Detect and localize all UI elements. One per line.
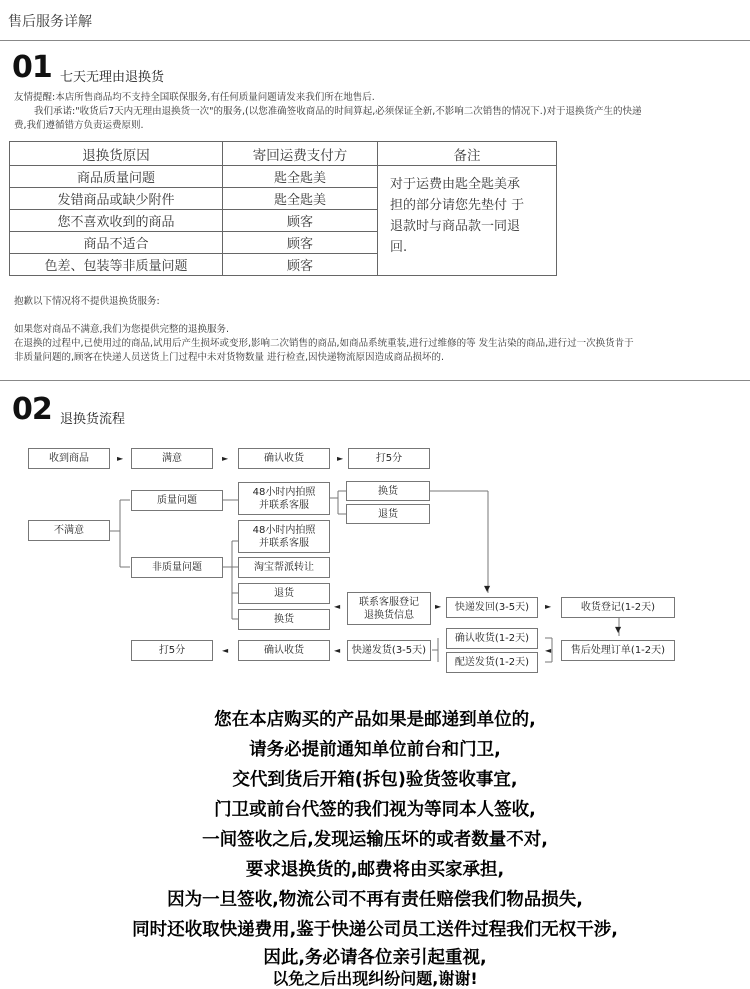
bottom-text-line: 要求退换货的,邮费将由买家承担,	[245, 860, 505, 880]
table-cell-reason: 色差、包装等非质量问题	[10, 254, 223, 276]
arrow-down-icon: ▼	[484, 584, 491, 593]
section-1-title: 七天无理由退换货	[60, 70, 165, 85]
flow-received: 收到商品	[28, 448, 110, 469]
flow-photo-contact-1: 48小时内拍照 并联系客服	[238, 482, 330, 515]
bottom-text-line: 因为一旦签收,物流公司不再有责任赔偿我们物品损失,	[167, 890, 583, 910]
bottom-text-line: 请务必提前通知单位前台和门卫,	[249, 740, 501, 760]
bottom-text-line: 一间签收之后,发现运输压坏的或者数量不对,	[202, 830, 548, 850]
flow-receive-register: 收货登记(1-2天)	[561, 597, 675, 618]
notice-line-2: 我们承诺:"收货后7天内无理由退换货一次"的服务,(以您准确签收商品的时间算起,必须保证全新,不影响二次销售的情况下.)对于退换货产生的快递	[34, 106, 642, 117]
flow-exchange-2: 换货	[238, 609, 330, 630]
flow-photo-contact-2: 48小时内拍照 并联系客服	[238, 520, 330, 553]
flow-rate-5-1: 打5分	[348, 448, 430, 469]
arrow-left-icon: ◄	[334, 602, 341, 611]
arrow-left-icon: ◄	[334, 646, 341, 655]
arrow-left-icon: ◄	[222, 646, 229, 655]
bottom-text-line: 交代到货后开箱(拆包)验货签收事宜,	[232, 770, 518, 790]
section-2-title: 退换货流程	[60, 412, 126, 427]
flow-dispatch-ship: 配送发货(1-2天)	[446, 652, 538, 673]
note-line: 退款时与商品款一同退	[390, 219, 521, 234]
bottom-text-line: 门卫或前台代签的我们视为等同本人签收,	[214, 800, 536, 820]
arrow-right-icon: ►	[435, 602, 442, 611]
flow-non-quality-issue: 非质量问题	[131, 557, 223, 578]
exclusion-title: 抱歉以下情况将不提供退换货服务:	[14, 296, 160, 307]
flow-refund-2: 退货	[238, 583, 330, 604]
flow-taobao-transfer: 淘宝帮派转让	[238, 557, 330, 578]
note-line: 对于运费由匙全匙美承	[390, 177, 521, 192]
exclusion-line-2: 在退换的过程中,已使用过的商品,试用后产生损坏或变形,影响二次销售的商品,如商品系统重装,进行过维修的等 发生沾染的商品,进行过一次换货肯于	[14, 338, 634, 349]
table-cell-payer: 匙全匙美	[223, 188, 378, 210]
table-cell-reason: 商品质量问题	[10, 166, 223, 188]
bottom-text-line: 您在本店购买的产品如果是邮递到单位的,	[214, 710, 536, 730]
arrow-right-icon: ►	[117, 454, 124, 463]
note-line: 担的部分请您先垫付 于	[390, 198, 525, 213]
table-cell-payer: 匙全匙美	[223, 166, 378, 188]
table-cell-reason: 发错商品或缺少附件	[10, 188, 223, 210]
bottom-text-line: 因此,务必请各位亲引起重视,	[263, 948, 487, 968]
flow-unsatisfied: 不满意	[28, 520, 110, 541]
header-title: 售后服务详解	[8, 14, 92, 30]
arrow-down-icon: ▼	[615, 625, 622, 634]
table-header-reason: 退换货原因	[10, 142, 223, 166]
table-header-note: 备注	[378, 142, 557, 166]
arrow-right-icon: ►	[337, 454, 344, 463]
section-2-number: 02	[12, 392, 52, 427]
table-header-payer: 寄回运费支付方	[223, 142, 378, 166]
flow-contact-register: 联系客服登记 退换货信息	[347, 592, 431, 625]
table-cell-reason: 商品不适合	[10, 232, 223, 254]
notice-line-1: 友情提醒:本店所售商品均不支持全国联保服务,有任何质量问题请发来我们所在地售后.	[14, 92, 375, 103]
note-line: 回.	[390, 240, 408, 255]
bottom-text-line: 以免之后出现纠纷问题,谢谢!	[272, 969, 478, 988]
flow-refund: 退货	[346, 504, 430, 524]
flow-rate-5-2: 打5分	[131, 640, 213, 661]
arrow-right-icon: ►	[545, 602, 552, 611]
flow-confirm-receive-days: 确认收货(1-2天)	[446, 628, 538, 649]
exclusion-line-1: 如果您对商品不满意,我们为您提供完整的退换服务.	[14, 324, 230, 335]
section-1-number: 01	[12, 50, 52, 85]
table-cell-payer: 顾客	[223, 254, 378, 276]
flow-express-ship: 快递发货(3-5天)	[347, 640, 431, 661]
table-cell-payer: 顾客	[223, 232, 378, 254]
arrow-left-icon: ◄	[545, 646, 552, 655]
flow-quality-issue: 质量问题	[131, 490, 223, 511]
flow-ship-back: 快递发回(3-5天)	[446, 597, 538, 618]
table-cell-reason: 您不喜欢收到的商品	[10, 210, 223, 232]
arrow-right-icon: ►	[222, 454, 229, 463]
flow-confirm-receipt-1: 确认收货	[238, 448, 330, 469]
flow-confirm-receipt-2: 确认收货	[238, 640, 330, 661]
exclusion-line-3: 非质量问题的,顾客在快递人员送货上门过程中未对货物数量 进行检查,因快递物流原因造成商品损坏的.	[14, 352, 445, 363]
table-cell-payer: 顾客	[223, 210, 378, 232]
flow-exchange: 换货	[346, 481, 430, 501]
notice-line-3: 费,我们遵循错方负责运费原则.	[14, 120, 144, 131]
flow-satisfied: 满意	[131, 448, 213, 469]
flow-after-sale-process: 售后处理订单(1-2天)	[561, 640, 675, 661]
bottom-text-line: 同时还收取快递费用,鉴于快递公司员工送件过程我们无权干涉,	[132, 920, 618, 940]
